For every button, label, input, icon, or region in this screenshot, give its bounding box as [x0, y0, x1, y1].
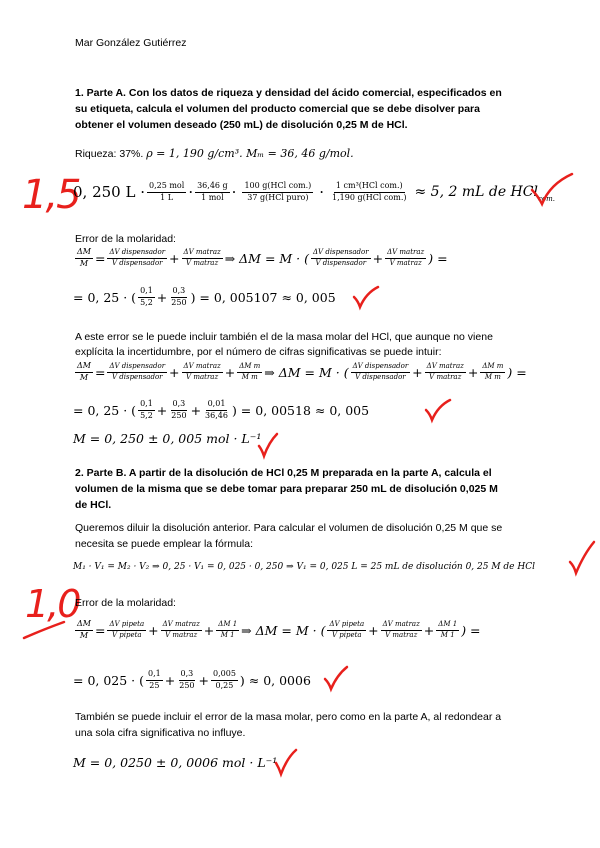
- fraction: $\frac{\Delta M}{M}$: [77, 247, 91, 268]
- error-equation-1b: = 0, 25 · ( $\frac{0,1}{5,2}$ + $\frac{0,3}{250}$ ) = 0, 005107 ≈ 0, 005: [73, 286, 336, 307]
- fraction: $\frac{\text{ΔV dispensador}}{\text{V dispensador}}$: [109, 362, 166, 381]
- fraction: $\frac{\text{ΔV matraz}}{\text{V matraz}}$: [183, 362, 221, 381]
- fraction: $\frac{\text{ΔV matraz}}{\text{V matraz}}$: [382, 620, 420, 639]
- fraction: $\frac{\text{ΔV matraz}}{\text{V matraz}}$: [162, 620, 200, 639]
- fraction: $\frac{0,1}{5,2}$: [140, 286, 153, 307]
- eq-mid: ⇒ ΔM = M · (: [224, 250, 309, 266]
- fraction: $\frac{\text{ΔV matraz}}{\text{V matraz}}$: [387, 248, 425, 267]
- fraction: $\frac{\Delta M}{M}$: [77, 619, 91, 640]
- conv-result: ≈ 5, 2 mL de HCl: [414, 184, 538, 201]
- part-a-heading: [75, 85, 502, 133]
- dilution-equation: M₁ · V₁ = M₂ · V₂ ⇒ 0, 25 · V₁ = 0, 025 · 0, 250 ⇒ V₁ = 0, 025 L = 25 mL de disolución 0, 25 M de HCl: [73, 562, 535, 572]
- fraction: $\frac{0,3}{250}$: [171, 399, 187, 420]
- fraction: $\frac{0,1}{25}$: [148, 669, 161, 690]
- riqueza-label: Riqueza: 37%.: [75, 148, 144, 160]
- fraction: $\frac{\text{0,25 mol}}{1 L}$: [148, 181, 185, 202]
- part-a-heading-line: 1. Parte A. Con los datos de riqueza y densidad del ácido comercial, especificados en: [75, 87, 502, 99]
- fraction: $\frac{\text{1 cm³(HCl com.)}}{\text{1,190 g(HCl com.)}}$: [332, 181, 407, 202]
- fraction: $\frac{\Delta M 1}{M 1}$: [438, 620, 458, 639]
- part-b-text: Queremos diluir la disolución anterior. Para calcular el volumen de disolución 0,25 M que se necesita se puede emplear la fórmula:: [75, 522, 503, 550]
- check-mark-icon: [274, 748, 298, 776]
- final-result-b: M = 0, 0250 ± 0, 0006 mol · L⁻¹: [73, 755, 278, 770]
- error-label-b: Error de la molaridad:: [75, 597, 176, 609]
- grade-underline-icon: [22, 620, 67, 640]
- error-equation-2: $\frac{\Delta M}{M}$ = $\frac{\text{ΔV dispensador}}{\text{V dispensador}}$ + $\frac{\text{ΔV matraz}}{\text{V matraz}}$ + $\frac{\text{ΔM m}}{\text{M m}}$ ⇒ ΔM = M · ( $\frac{\text{ΔV dispensador}}{\text{V dispensador}}$ + $\frac{\text{ΔV matraz}}{\text{V matraz}}$ + $\frac{\text{ΔM m}}{\text{M m}}$ ) =: [77, 361, 527, 382]
- error-equation-b: $\frac{\Delta M}{M}$ = $\frac{\text{ΔV pipeta}}{\text{V pipeta}}$ + $\frac{\text{ΔV matraz}}{\text{V matraz}}$ + $\frac{\Delta M 1}{M 1}$ ⇒ ΔM = M · ( $\frac{\text{ΔV pipeta}}{\text{V pipeta}}$ + $\frac{\text{ΔV matraz}}{\text{V matraz}}$ + $\frac{\Delta M 1}{M 1}$ ) =: [77, 619, 481, 640]
- fraction: $\frac{0,3}{250}$: [171, 286, 187, 307]
- fraction: $\frac{\text{ΔV matraz}}{\text{V matraz}}$: [183, 248, 221, 267]
- riqueza-line: [75, 147, 354, 160]
- fraction: $\frac{\text{ΔM m}}{\text{M m}}$: [482, 362, 504, 381]
- fraction: $\frac{\text{ΔV pipeta}}{\text{V pipeta}}$: [109, 620, 145, 639]
- final-result-a: M = 0, 250 ± 0, 005 mol · L⁻¹: [73, 431, 262, 446]
- fraction: $\frac{\Delta M 1}{M 1}$: [218, 620, 238, 639]
- grade-part-a: 1,5: [22, 172, 80, 218]
- fraction: $\frac{36,46 g}{\text{1 mol}}$: [197, 181, 228, 202]
- conversion-equation: 0, 250 L · $\frac{\text{0,25 mol}}{1 L}$ · $\frac{36,46 g}{\text{1 mol}}$ · $\frac{\text{100 g(HCl com.)}}{\text{37 g(HCl puro)}}$ · $\frac{\text{1 cm³(HCl com.)}}{\text{1,190 g(HCl com.)}}$ ≈ 5, 2 mL de HCl com.: [73, 181, 555, 203]
- fraction: $\frac{\text{ΔV dispensador}}{\text{V dispensador}}$: [313, 248, 369, 267]
- part-a-heading-line: su etiqueta, calcula el volumen del producto comercial que se debe disolver para: [75, 103, 480, 115]
- fraction: $\frac{0,3}{250}$: [179, 669, 195, 690]
- fraction: $\frac{0,005}{0,25}$: [213, 669, 236, 690]
- error-label-a: Error de la molaridad:: [75, 233, 176, 245]
- error-equation-b2: = 0, 025 · ( $\frac{0,1}{25}$ + $\frac{0,3}{250}$ + $\frac{0,005}{0,25}$ ) ≈ 0, 0006: [73, 669, 311, 690]
- check-mark-icon: [568, 540, 596, 575]
- author-name: Mar González Gutiérrez: [75, 37, 187, 49]
- conv-result-sub: com.: [537, 194, 555, 203]
- conv-start: 0, 250 L ·: [73, 183, 145, 202]
- check-mark-icon: [257, 432, 279, 458]
- check-mark-icon: [352, 285, 380, 309]
- fraction: $\frac{0,01}{36,46}$: [205, 399, 228, 420]
- check-mark-icon: [323, 665, 349, 691]
- fraction: $\frac{\Delta M}{M}$: [77, 361, 91, 382]
- fraction: $\frac{\text{ΔV pipeta}}{\text{V pipeta}}$: [329, 620, 365, 639]
- grade-part-b: 1,0: [25, 582, 80, 626]
- fraction: $\frac{\text{ΔV dispensador}}{\text{V dispensador}}$: [109, 248, 166, 267]
- error-equation-2b: = 0, 25 · ( $\frac{0,1}{5,2}$ + $\frac{0,3}{250}$ + $\frac{0,01}{36,46}$ ) = 0, 00518 ≈ 0, 005: [73, 399, 370, 420]
- fraction: $\frac{\text{ΔV matraz}}{\text{V matraz}}$: [426, 362, 464, 381]
- fraction: $\frac{\text{ΔM m}}{\text{M m}}$: [239, 362, 261, 381]
- check-mark-icon: [530, 172, 575, 207]
- eq-end: ) =: [428, 250, 448, 266]
- note-b: También se puede incluir el error de la masa molar, pero como en la parte A, al redondear a una sola cifra significativa no influye.: [75, 711, 502, 739]
- check-mark-icon: [424, 398, 452, 422]
- part-a-heading-line: obtener el volumen deseado (250 mL) de disolución 0,25 M de HCl.: [75, 119, 408, 131]
- riqueza-math: ρ = 1, 190 g/cm³. Mₘ = 36, 46 g/mol.: [146, 147, 354, 160]
- fraction: $\frac{\text{ΔV dispensador}}{\text{V dispensador}}$: [352, 362, 409, 381]
- error-equation-1: $\frac{\Delta M}{M}$ = $\frac{\text{ΔV dispensador}}{\text{V dispensador}}$ + $\frac{\text{ΔV matraz}}{\text{V matraz}}$ ⇒ ΔM = M · ( $\frac{\text{ΔV dispensador}}{\text{V dispensador}}$ + $\frac{\text{ΔV matraz}}{\text{V matraz}}$ ) =: [77, 247, 448, 268]
- fraction: $\frac{0,1}{5,2}$: [140, 399, 153, 420]
- note-a: A este error se le puede incluir también el de la masa molar del HCl, que aunque no viene explícita la incertidumbre, por el número de cifras significativas se puede intuir:: [75, 331, 493, 358]
- fraction: $\frac{\text{100 g(HCl com.)}}{\text{37 g(HCl puro)}}$: [244, 181, 312, 202]
- part-b-heading: 2. Parte B. A partir de la disolución de HCl 0,25 M preparada en la parte A, calcula el volumen de la misma que se debe tomar para preparar 250 mL de disolución 0,025 M de HCl.: [75, 467, 498, 511]
